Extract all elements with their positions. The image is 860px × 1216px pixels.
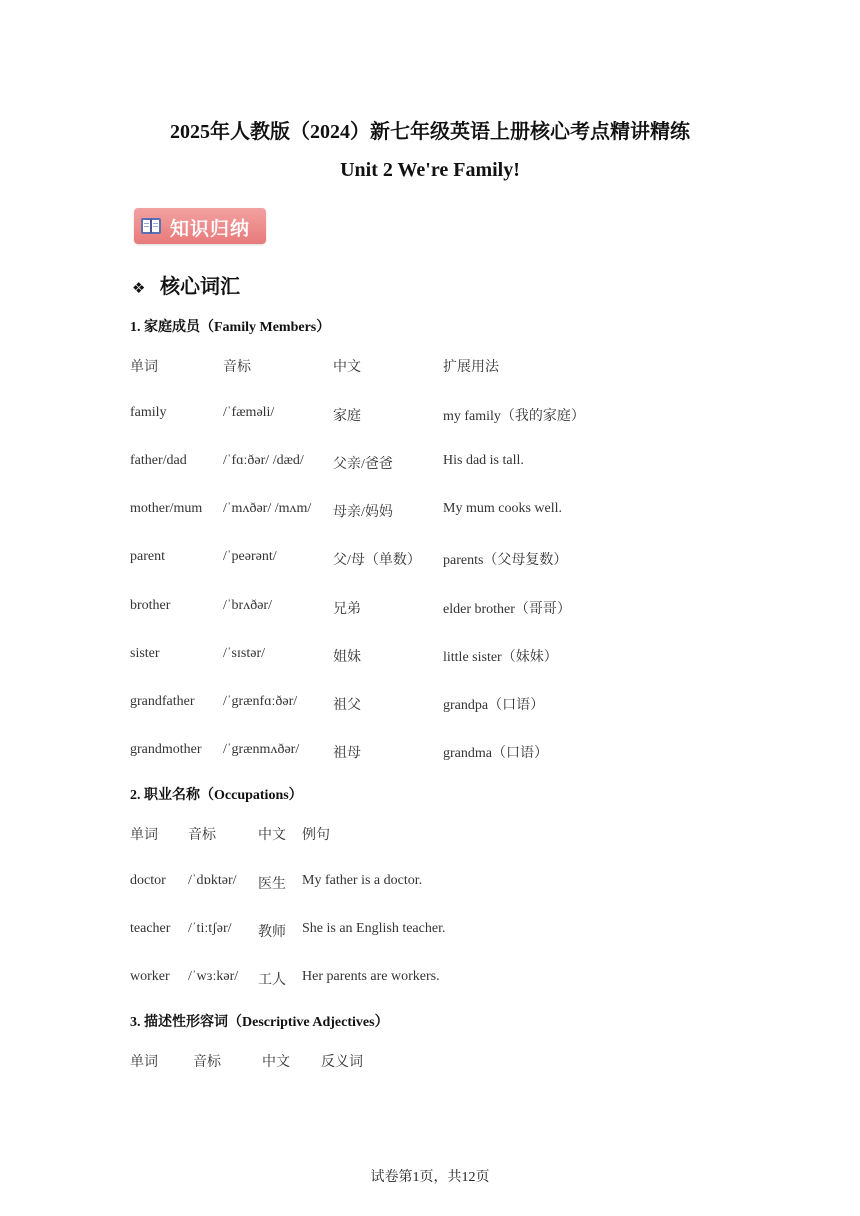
word-cell: grandmother — [130, 742, 202, 757]
table-header-cell: 音标 — [193, 1055, 221, 1070]
word-cell: worker — [130, 969, 170, 984]
word-cell: family — [130, 405, 167, 420]
section-title-occupations: 2. 职业名称（Occupations） — [130, 788, 303, 803]
word-cell: sister — [130, 646, 160, 661]
example-cell: Her parents are workers. — [302, 969, 440, 984]
usage-cell: His dad is tall. — [443, 453, 524, 468]
table-header-cell: 例句 — [302, 828, 330, 843]
page-footer: 试卷第1页，共12页 — [370, 1170, 490, 1185]
chinese-cell: 母亲/妈妈 — [333, 505, 393, 520]
book-icon — [140, 215, 162, 237]
word-cell: doctor — [130, 873, 166, 888]
usage-cell: parents（父母复数） — [443, 553, 568, 568]
document-title: 2025年人教版（2024）新七年级英语上册核心考点精讲精练 — [170, 121, 690, 143]
table-header-cell: 扩展用法 — [443, 360, 499, 375]
unit-title: Unit 2 We're Family! — [340, 159, 520, 181]
chinese-cell: 兄弟 — [333, 602, 361, 617]
chinese-cell: 家庭 — [333, 409, 361, 424]
phonetic-cell: /ˈdɒktər/ — [188, 873, 237, 888]
usage-cell: my family（我的家庭） — [443, 409, 585, 424]
usage-cell: little sister（妹妹） — [443, 650, 558, 665]
knowledge-summary-badge — [134, 208, 266, 244]
core-vocabulary-heading — [132, 270, 240, 299]
phonetic-cell: /ˈbrʌðər/ — [223, 598, 272, 613]
table-header-cell: 单词 — [130, 360, 158, 375]
chinese-cell: 工人 — [258, 973, 286, 988]
section-title-adjectives: 3. 描述性形容词（Descriptive Adjectives） — [130, 1015, 389, 1030]
table-header-cell: 音标 — [223, 360, 251, 375]
usage-cell: grandpa（口语） — [443, 698, 545, 713]
phonetic-cell: /ˈfɑːðər/ /dæd/ — [223, 453, 304, 468]
phonetic-cell: /ˈgrænfɑːðər/ — [223, 694, 298, 709]
heading-label: 核心词汇 — [160, 274, 240, 298]
usage-cell: grandma（口语） — [443, 746, 548, 761]
table-header-cell: 单词 — [130, 1055, 158, 1070]
word-cell: brother — [130, 598, 171, 613]
phonetic-cell: /ˈpeərənt/ — [223, 549, 277, 564]
table-header-cell: 单词 — [130, 828, 158, 843]
table-header-cell: 音标 — [188, 828, 216, 843]
diamond-bullet-icon: ❖ — [132, 279, 146, 297]
chinese-cell: 祖父 — [333, 698, 361, 713]
badge-label: 知识归纳 — [170, 218, 251, 240]
phonetic-cell: /ˈfæməli/ — [223, 405, 275, 420]
chinese-cell: 祖母 — [333, 746, 361, 761]
chinese-cell: 父/母（单数） — [333, 553, 421, 568]
phonetic-cell: /ˈwɜːkər/ — [188, 969, 239, 984]
phonetic-cell: /ˈgrænmʌðər/ — [223, 742, 300, 757]
table-header-cell: 反义词 — [321, 1055, 363, 1070]
word-cell: grandfather — [130, 694, 195, 709]
table-header-cell: 中文 — [262, 1055, 290, 1070]
usage-cell: My mum cooks well. — [443, 501, 562, 516]
word-cell: mother/mum — [130, 501, 203, 516]
table-header-cell: 中文 — [333, 360, 361, 375]
phonetic-cell: /ˈsɪstər/ — [223, 646, 265, 661]
word-cell: parent — [130, 549, 165, 564]
chinese-cell: 姐妹 — [333, 650, 361, 665]
phonetic-cell: /ˈtiːtʃər/ — [188, 921, 232, 936]
table-header-cell: 中文 — [258, 828, 286, 843]
chinese-cell: 医生 — [258, 877, 286, 892]
word-cell: teacher — [130, 921, 171, 936]
example-cell: My father is a doctor. — [302, 873, 423, 888]
usage-cell: elder brother（哥哥） — [443, 602, 571, 617]
chinese-cell: 父亲/爸爸 — [333, 457, 393, 472]
word-cell: father/dad — [130, 453, 187, 468]
example-cell: She is an English teacher. — [302, 921, 446, 936]
chinese-cell: 教师 — [258, 925, 286, 940]
phonetic-cell: /ˈmʌðər/ /mʌm/ — [223, 501, 312, 516]
section-title-family: 1. 家庭成员（Family Members） — [130, 320, 331, 335]
